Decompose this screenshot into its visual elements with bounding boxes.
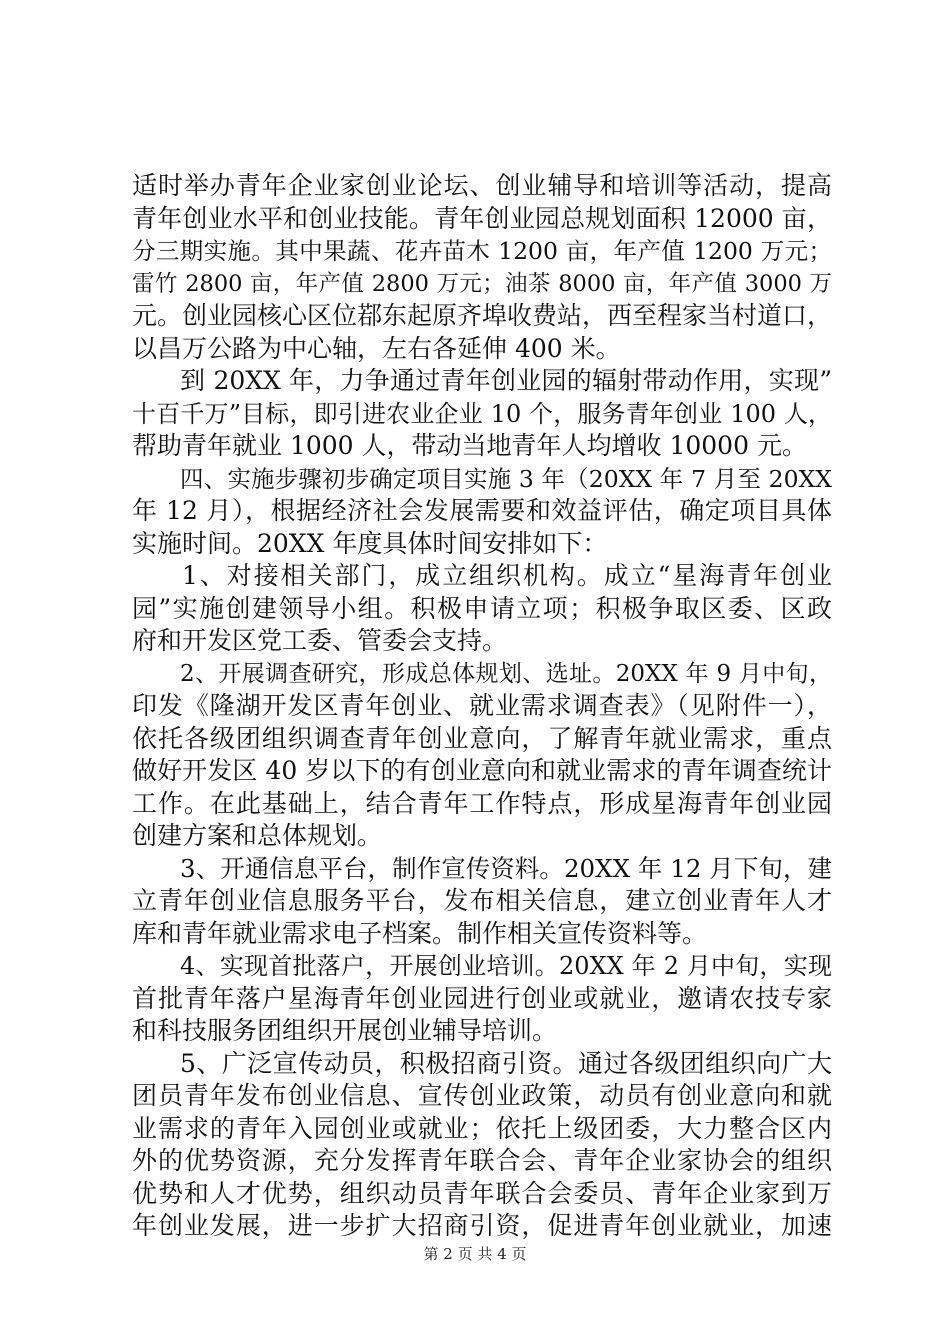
- text-line: 到 20XX 年，力争通过青年创业园的辐射带动作用，实现”: [180, 366, 832, 395]
- text-line: 青年创业水平和创业技能。青年创业园总规划面积 12000 亩，: [132, 203, 832, 233]
- text-line: 适时举办青年企业家创业论坛、创业辅导和培训等活动，提高: [132, 171, 832, 200]
- document-body: [132, 170, 832, 1243]
- text-line: 业需求的青年入园创业或就业；依托上级团委，大力整合区内: [132, 1113, 832, 1143]
- text-line: 依托各级团组织调查青年创业意向，了解青年就业需求，重点: [132, 723, 832, 753]
- text-line: 四、实施步骤初步确定项目实施 3 年（20XX 年 7 月至 20XX: [180, 464, 832, 493]
- text-line: 元。创业园核心区位鄀东起原齐埠收费站，西至程家当村道口，: [132, 301, 833, 330]
- text-line: 印发《隆湖开发区青年创业、就业需求调查表》（见附件一），: [132, 691, 832, 720]
- text-line: 库和青年就业需求电子档案。制作相关宣传资料等。: [132, 918, 708, 948]
- text-line: 十百千万”目标，即引进农业企业 10 个，服务青年创业 100 人，: [132, 399, 832, 428]
- text-line: 年创业发展，进一步扩大招商引资，促进青年创业就业，加速: [132, 1211, 832, 1240]
- text-line: 做好开发区 40 岁以下的有创业意向和就业需求的青年调查统计: [132, 756, 832, 785]
- text-line: 创建方案和总体规划。: [132, 821, 383, 850]
- text-line: 3、开通信息平台，制作宣传资料。20XX 年 12 月下旬，建: [180, 853, 832, 883]
- text-line: 1、对接相关部门，成立组织机构。成立“星海青年创业: [182, 561, 832, 590]
- page-footer: 第 2 页 共 4 页: [423, 1245, 527, 1263]
- text-line: 实施时间。20XX 年度具体时间安排如下：: [132, 528, 608, 558]
- text-line: 立青年创业信息服务平台，发布相关信息，建立创业青年人才: [132, 886, 832, 915]
- text-line: 团员青年发布创业信息、宣传创业政策，动员有创业意向和就: [132, 1081, 832, 1110]
- text-line: 府和开发区党工委、管委会支持。: [132, 626, 508, 655]
- text-line: 园”实施创建领导小组。积极申请立项；积极争取区委、区政: [132, 593, 832, 623]
- text-line: 2、开展调查研究，形成总体规划、选址。20XX 年 9 月中旬，: [180, 660, 832, 687]
- text-line: 4、实现首批落户，开展创业培训。20XX 年 2 月中旬，实现: [180, 952, 832, 980]
- text-line: 首批青年落户星海青年创业园进行创业或就业，邀请农技专家: [132, 983, 832, 1013]
- text-line: 外的优势资源，充分发挥青年联合会、青年企业家协会的组织: [132, 1146, 832, 1175]
- text-line: 5、广泛宣传动员，积极招商引资。通过各级团组织向广大: [180, 1048, 832, 1078]
- text-line: 年 12 月），根据经济社会发展需要和效益评估，确定项目具体: [132, 496, 832, 525]
- text-line: 和科技服务团组织开展创业辅导培训。: [132, 1016, 558, 1045]
- text-line: 雷竹 2800 亩，年产值 2800 万元；油茶 8000 亩，年产值 3000 万: [132, 270, 832, 297]
- text-line: 优势和人才优势，组织动员青年联合会委员、青年企业家到万: [132, 1178, 832, 1208]
- text-line: 帮助青年就业 1000 人，带动当地青年人均增收 10000 元。: [132, 431, 807, 460]
- text-line: 分三期实施。其中果蔬、花卉苗木 1200 亩，年产值 1200 万元；: [132, 237, 832, 265]
- text-line: 以昌万公路为中心轴，左右各延伸 400 米。: [132, 333, 621, 363]
- text-line: 工作。在此基础上，结合青年工作特点，形成星海青年创业园: [132, 788, 832, 818]
